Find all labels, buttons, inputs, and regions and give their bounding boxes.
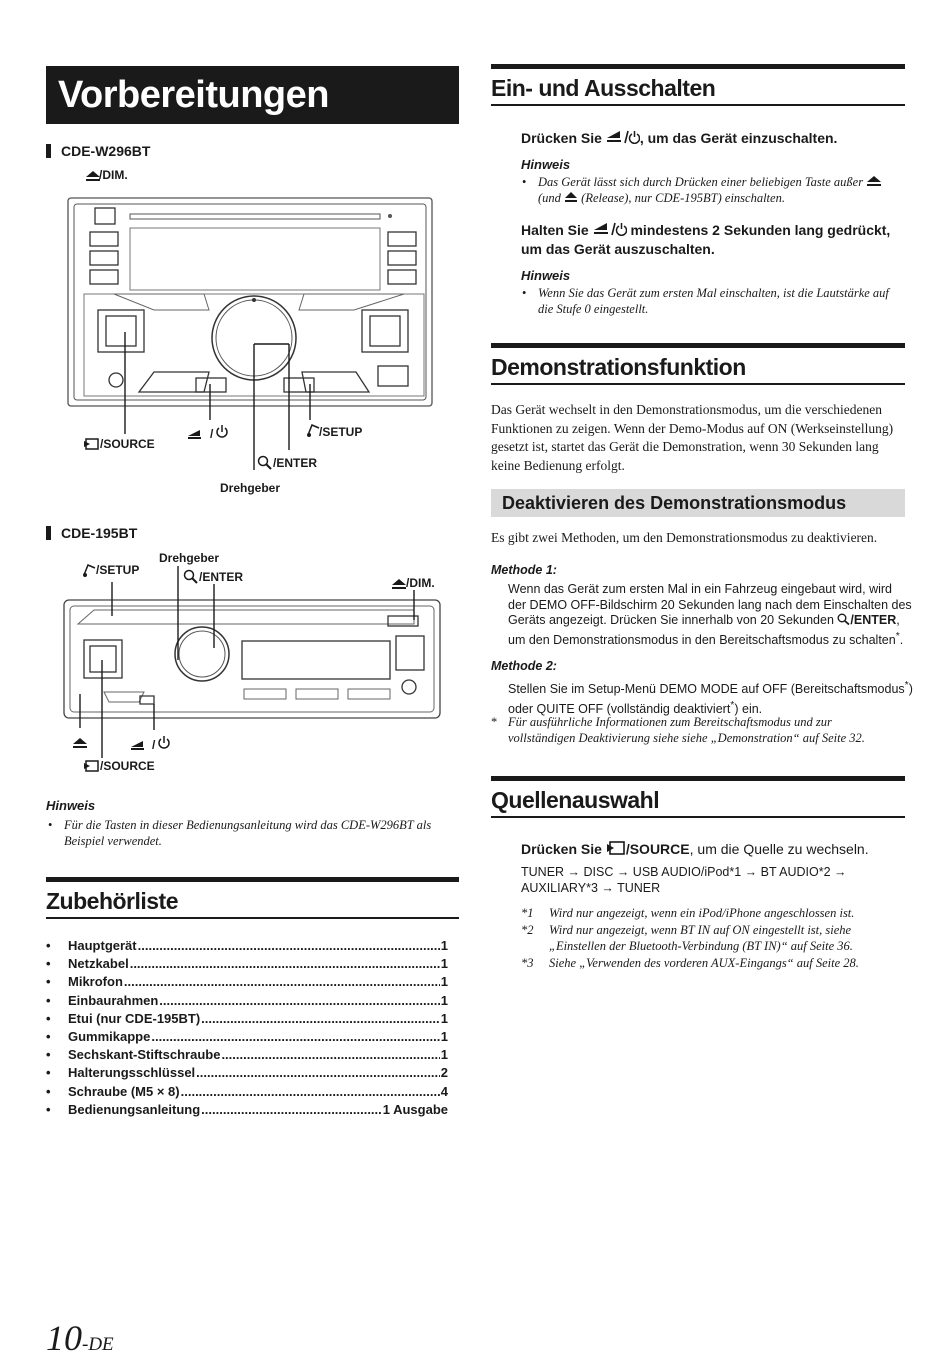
accessory-item: • Schraube (M5 × 8) ..... 4 [46, 1083, 448, 1101]
accessory-item: • Etui (nur CDE-195BT) ..... 1 [46, 1010, 448, 1028]
accessory-item: • Gummikappe ..... 1 [46, 1028, 448, 1046]
demo-methods-intro: Es gibt zwei Methoden, um den Demonstrationsmodus zu deaktivieren. [491, 530, 878, 545]
accessories-heading: Zubehörliste [46, 877, 459, 919]
setup-label-195: /SETUP [96, 563, 140, 577]
demo-subheading: Deaktivieren des Demonstrationsmodus [491, 489, 905, 517]
page-number: 10-DE [46, 1318, 114, 1358]
power-hint1-text: • Das Gerät lässt sich durch Drücken einer beliebigen Taste außer (und (Release), nur CDE-195BT) einschalten. [538, 175, 906, 206]
method1-heading: Methode 1: [491, 563, 557, 577]
source-label-195: /SOURCE [100, 759, 155, 773]
demo-footnote: * Für ausführliche Informationen zum Bereitschaftsmodus und zur vollständigen Deaktivierung siehe siehe „Demonstration“ auf Seite 32. [491, 715, 865, 745]
model-heading-w296bt: CDE-W296BT [46, 144, 150, 158]
source-step: Drücken Sie /SOURCE, um die Quelle zu wechseln. [521, 841, 869, 857]
source-footnote: *1 Wird nur angezeigt, wenn ein iPod/iPhone angeschlossen ist. [521, 906, 855, 920]
eject-icon [86, 171, 100, 181]
model-heading-195bt: CDE-195BT [46, 526, 137, 540]
power-hint2-text: • Wenn Sie das Gerät zum ersten Mal einschalten, ist die Lautstärke auf die Stufe 0 eingestellt. [522, 286, 889, 316]
setup-icon [307, 425, 319, 437]
power-label: / [210, 427, 214, 441]
accessory-item: • Hauptgerät ..... 1 [46, 937, 448, 955]
dim-label-195: /DIM. [406, 576, 435, 590]
demo-heading: Demonstrationsfunktion [491, 343, 905, 385]
power-heading: Ein- und Ausschalten [491, 64, 905, 106]
power-key-icon [606, 130, 640, 144]
power-icon [131, 736, 169, 750]
dim-label: /DIM. [99, 168, 128, 182]
accessory-item: • Mikrofon ..... 1 [46, 973, 448, 991]
method1-text: Wenn das Gerät zum ersten Mal in ein Fahrzeug eingebaut wird, wird der DEMO OFF-Bildschirm 20 Sekunden lang nach dem Einschalten des Geräts angezeigt. Drücken Sie innerhalb von 20 Sekunden /ENTER, um den Demonstrationsmodus in den Bereitschaftsmodus zu schalten*. [508, 582, 912, 647]
eject-icon-bottom [73, 738, 87, 748]
note-heading: Hinweis [46, 798, 96, 813]
accessory-item: • Bedienungsanleitung ..... 1 Ausgabe [46, 1101, 448, 1119]
setup-label: /SETUP [319, 425, 363, 439]
power-label-195: / [152, 738, 156, 752]
cde-195bt-diagram [44, 544, 464, 780]
cde-w296bt-diagram [44, 160, 464, 500]
source-footnote: *3 Siehe „Verwenden des vorderen AUX-Eingangs“ auf Seite 28. [521, 956, 859, 971]
setup-icon [83, 565, 95, 577]
method2-heading: Methode 2: [491, 659, 557, 673]
power-off-step: Halten Sie mindestens 2 Sekunden lang gedrückt, um das Gerät auszuschalten. [521, 222, 891, 257]
source-icon [84, 439, 98, 449]
eject-icon [392, 579, 406, 589]
source-label: /SOURCE [100, 437, 155, 451]
power-hint1-heading: Hinweis [521, 157, 571, 172]
source-footnote: *2 Wird nur angezeigt, wenn BT IN auf ON eingestellt ist, siehe [521, 922, 852, 937]
demo-intro: Das Gerät wechselt in den Demonstrationsmodus, um die verschiedenen Funktionen zu zeigen. Wenn der Demo-Modus auf ON (Werkseinstellung) gesetzt ist, startet das Gerät die Demonstration, wenn 30 Sekunden lang keine Bedienung erfolgt. [491, 402, 894, 473]
note-text: • Für die Tasten in dieser Bedienungsanleitung wird das CDE-W296BT als Beispiel verwendet. [48, 818, 432, 848]
power-on-step: Drücken Sie , um das Gerät einzuschalten. [521, 130, 838, 146]
search-icon [185, 571, 198, 584]
source-heading: Quellenauswahl [491, 776, 905, 818]
knob-label: Drehgeber [220, 481, 281, 495]
accessory-item: • Netzkabel ..... 1 [46, 955, 448, 973]
power-key-icon [593, 222, 627, 236]
enter-label-195: /ENTER [199, 570, 244, 584]
power-hint2-heading: Hinweis [521, 268, 571, 283]
enter-label: /ENTER [273, 456, 318, 470]
accessory-item: • Halterungsschlüssel ..... 2 [46, 1064, 448, 1082]
source-icon [606, 841, 626, 855]
eject-icon [866, 175, 882, 187]
release-icon [564, 191, 578, 203]
search-icon [259, 457, 272, 470]
knob-label-195: Drehgeber [159, 551, 220, 565]
search-icon [837, 613, 850, 625]
source-sequence: TUNER → DISC → USB AUDIO/iPod*1 → BT AUDIO*2 → AUXILIARY*3 → TUNER [521, 865, 847, 895]
source-footnote: „Einstellen der Bluetooth-Verbindung (BT IN)“ auf Seite 36. [549, 939, 853, 954]
page-title: Vorbereitungen [46, 66, 459, 124]
accessory-item: • Einbaurahmen ..... 1 [46, 992, 448, 1010]
accessory-item: • Sechskant-Stiftschraube ..... 1 [46, 1046, 448, 1064]
method2-text: Stellen Sie im Setup-Menü DEMO MODE auf OFF (Bereitschaftsmodus*) oder QUITE OFF (vollständig deaktiviert*) ein. [508, 680, 913, 716]
source-icon [84, 761, 98, 771]
power-icon [188, 425, 227, 439]
